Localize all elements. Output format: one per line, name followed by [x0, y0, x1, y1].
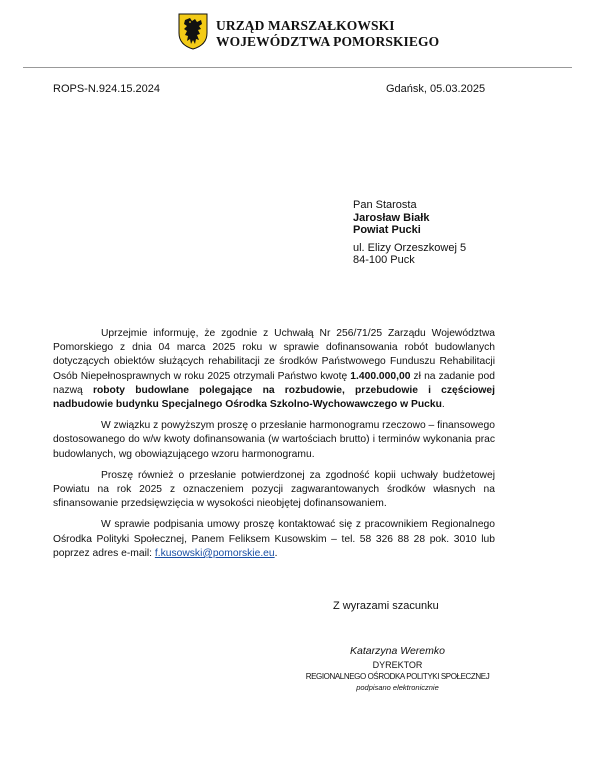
- reference-number: ROPS-N.924.15.2024: [53, 83, 161, 95]
- recipient-city: 84-100 Puck: [353, 254, 415, 267]
- office-name-line2: WOJEWÓDZTWA POMORSKIEGO: [216, 34, 440, 49]
- signatory-unit: REGIONALNEGO OŚRODKA POLITYKI SPOŁECZNEJ: [305, 672, 490, 681]
- place-and-date: Gdańsk, 05.03.2025: [386, 83, 486, 95]
- recipient-office: Powiat Pucki: [353, 224, 421, 237]
- paragraph-4: W sprawie podpisania umowy proszę kontaktować się z pracownikiem Regionalnego Ośrodka Polityki Społecznej, Panem Feliksem Kusowskim – tel. 58 326 88 28 pok. 3010 lub poprzez adres e-mail: f.kusowski@pomorskie.eu.: [53, 519, 495, 559]
- paragraph-3: Proszę również o przesłanie potwierdzonej za zgodność kopii uchwały budżetowej Powiatu na rok 2025 z oznaczeniem pozycji zagwarantowanych środków własnych na sfinansowanie przedsięwzięcia w wysokości nieobjętej dofinansowaniem.: [53, 469, 495, 510]
- recipient-salutation: Pan Starosta: [353, 199, 417, 211]
- recipient-address: [353, 199, 466, 267]
- pomorskie-coat-of-arms-logo: [178, 13, 208, 50]
- signatory-title: DYREKTOR: [372, 660, 423, 670]
- letter-body: [53, 327, 495, 568]
- office-name-line1: URZĄD MARSZAŁKOWSKI: [216, 18, 395, 33]
- email-link[interactable]: f.kusowski@pomorskie.eu: [154, 547, 275, 559]
- e-signature-note: podpisano elektronicznie: [356, 683, 439, 692]
- recipient-name: Jarosław Białk: [353, 211, 430, 224]
- task-name: roboty budowlane polegające na rozbudowie, przebudowie i częściowej nadbudowie budynku Specjalnego Ośrodka Szkolno-Wychowawczego w Pucku: [53, 384, 495, 411]
- grant-amount: 1.400.000,00: [350, 370, 411, 382]
- office-name: [216, 18, 439, 50]
- paragraph-2: W związku z powyższym proszę o przesłanie harmonogramu rzeczowo – finansowego dostosowanego do w/w kwoty dofinansowania (w wartościach brutto) i terminów wykonania prac budowlanych, wg obowiązującego wzoru harmonogramu.: [53, 420, 495, 460]
- paragraph-1: Uprzejmie informuję, że zgodnie z Uchwałą Nr 256/71/25 Zarządu Województwa Pomorskiego z dnia 04 marca 2025 roku w sprawie dofinansowania robót budowlanych dotyczących obiektów służących rehabilitacji ze środków Państwowego Funduszu Rehabilitacji Osób Niepełnosprawnych w roku 2025 otrzymali Państwo kwotę 1.400.000,00 zł na zadanie pod nazwą roboty budowlane polegające na rozbudowie, przebudowie i częściowej nadbudowie budynku Specjalnego Ośrodka Szkolno-Wychowawczego w Pucku.: [53, 328, 495, 411]
- closing-phrase: Z wyrazami szacunku: [333, 600, 439, 612]
- recipient-street: ul. Elizy Orzeszkowej 5: [353, 241, 467, 254]
- header-divider: [23, 67, 572, 68]
- signatory-name: Katarzyna Weremko: [350, 645, 445, 657]
- signature-block: [300, 645, 495, 693]
